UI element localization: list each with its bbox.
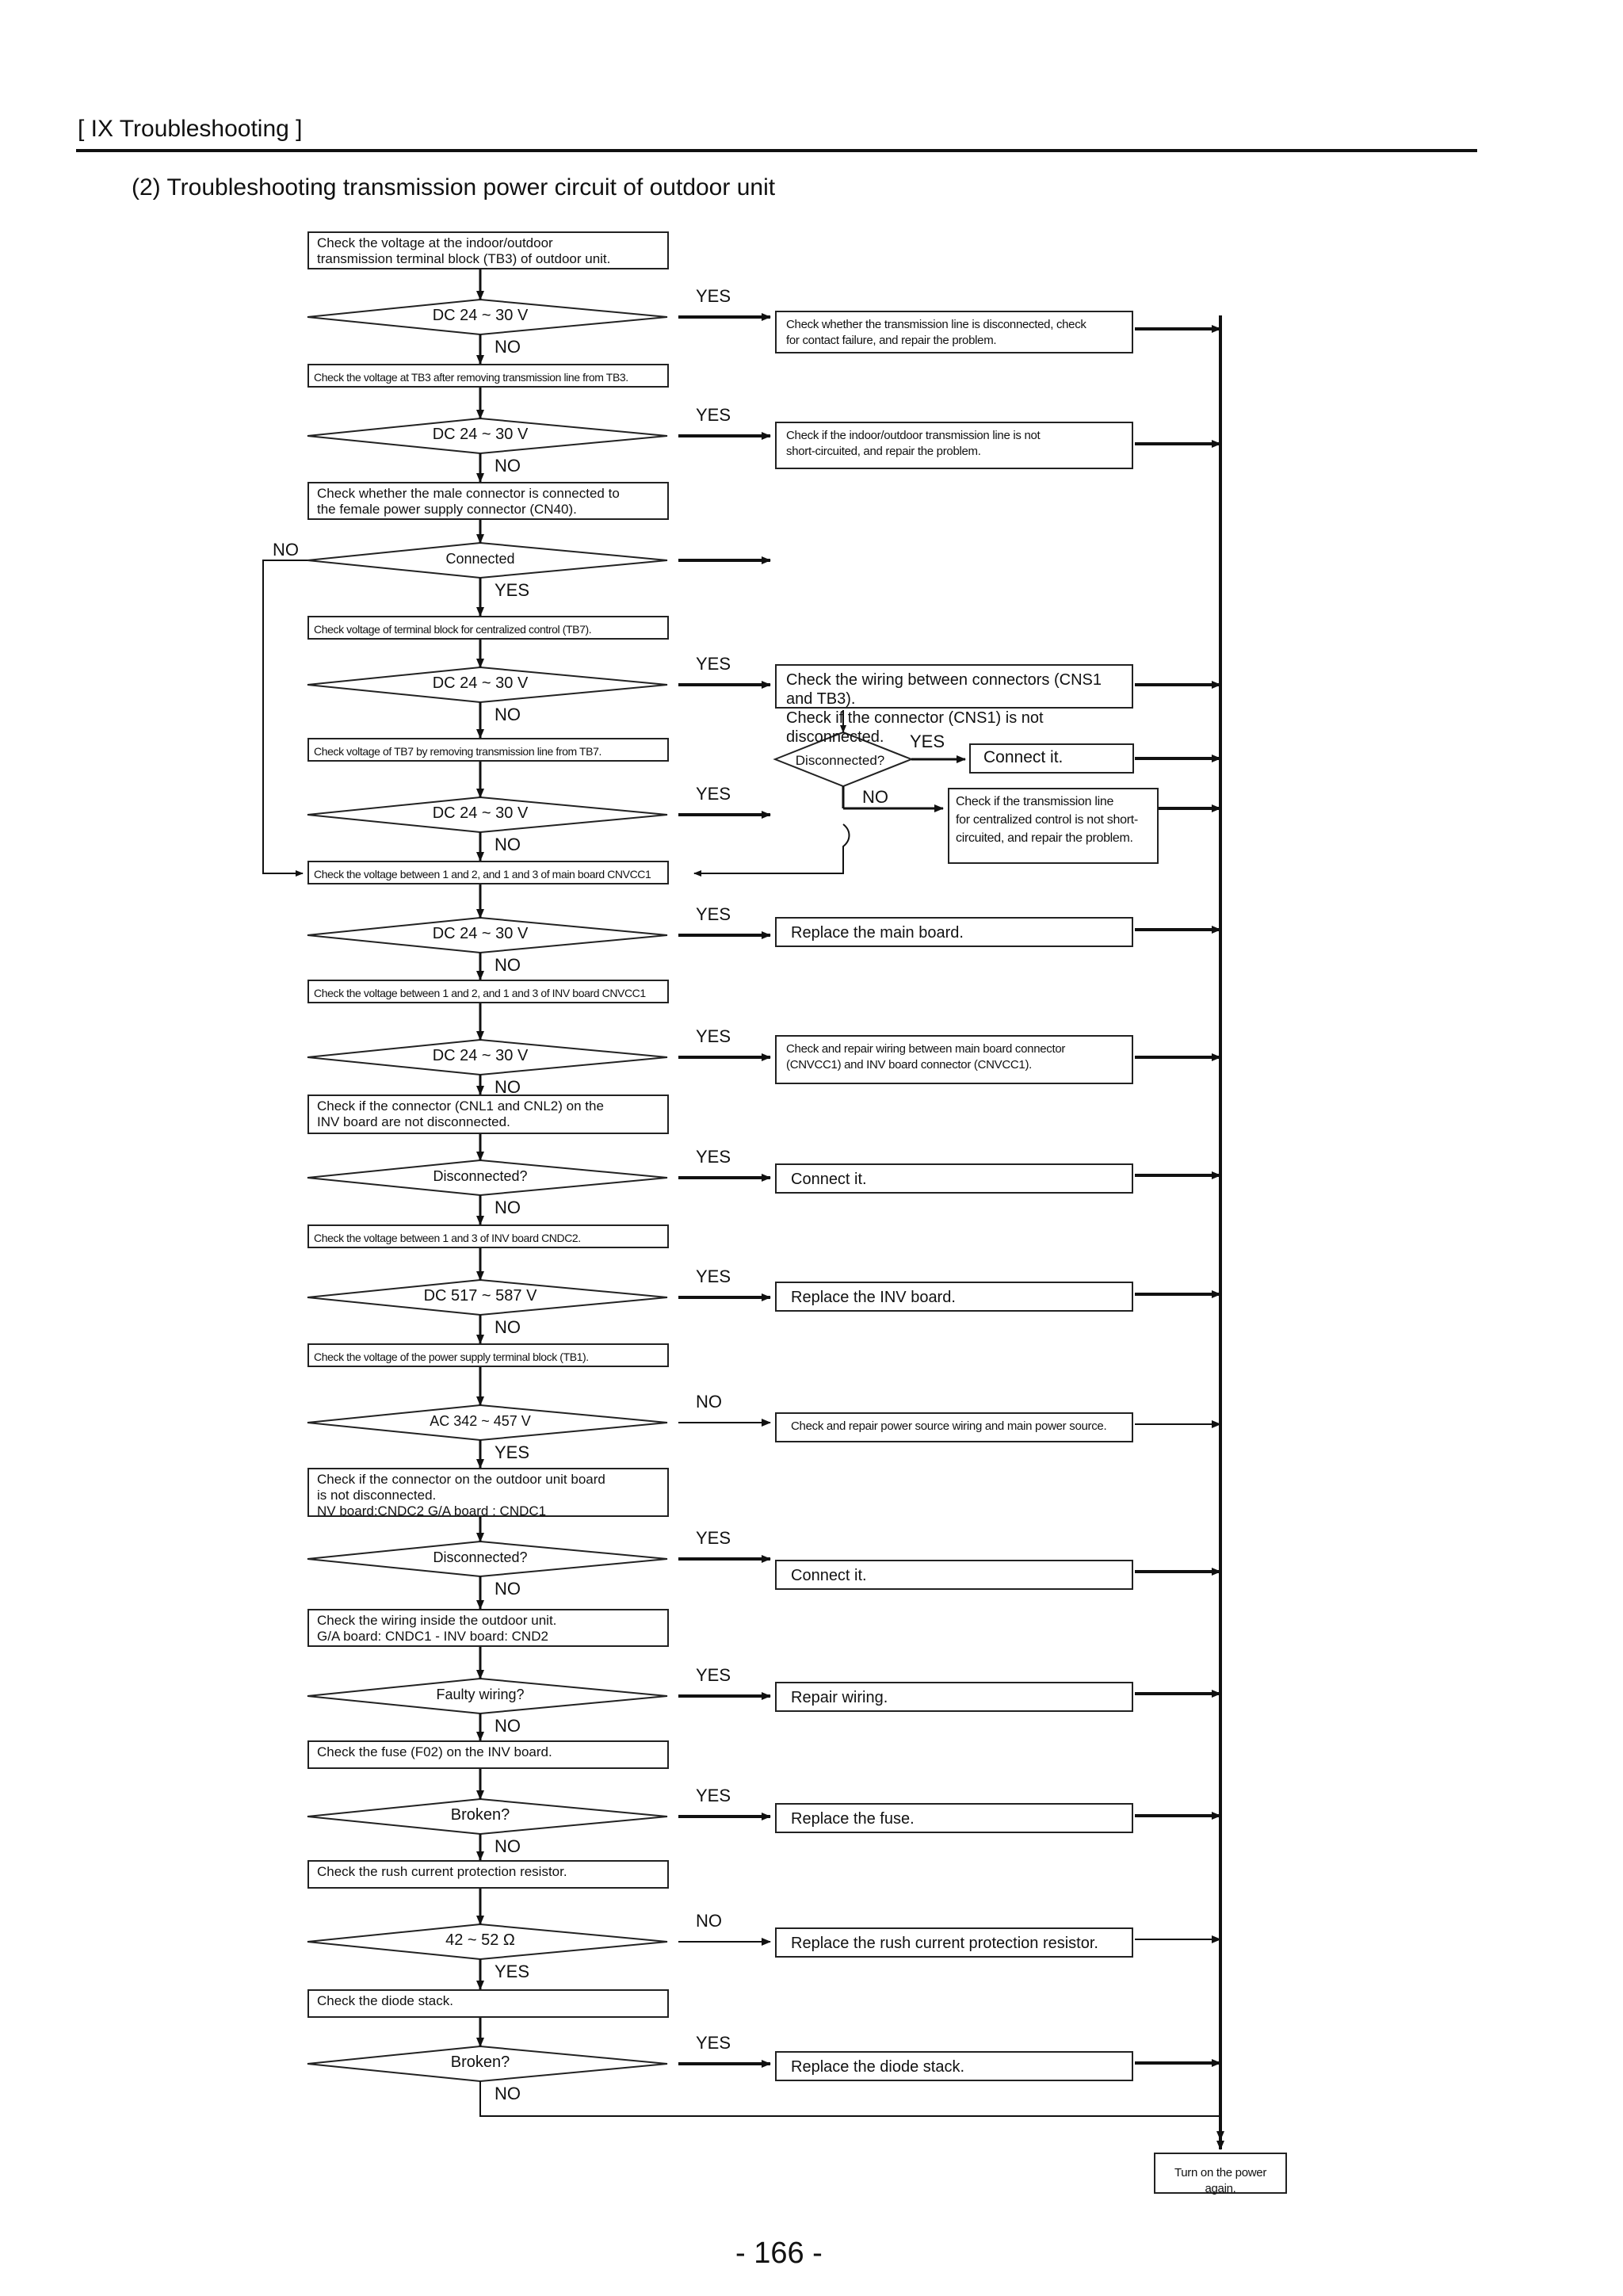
step-box: [307, 1343, 669, 1367]
down-branch-label: NO: [495, 337, 521, 357]
action-text: Check and repair power source wiring and main power source.: [791, 1419, 1107, 1433]
right-branch-label: YES: [696, 1528, 731, 1548]
side-check-short-box: Check if the transmission line for centralized control is not short- circuited, and repair the problem.: [948, 788, 1159, 864]
step-text: Check the diode stack.: [317, 1993, 453, 2008]
down-branch-label: NO: [495, 1317, 521, 1337]
action-text: Replace the diode stack.: [791, 2058, 965, 2076]
step-text: Check voltage of terminal block for centralized control (TB7).: [314, 623, 592, 636]
right-branch-label: YES: [696, 405, 731, 425]
right-branch-label: NO: [696, 1392, 722, 1412]
action-box: [775, 422, 1133, 469]
action-text: Connect it.: [791, 1171, 867, 1188]
section-label: [ IX Troubleshooting ]: [78, 116, 303, 142]
step-box: [307, 231, 669, 269]
action-box: [775, 1560, 1133, 1590]
action-box: [775, 311, 1133, 353]
step-text: Check the fuse (F02) on the INV board.: [317, 1744, 552, 1759]
step-box: [307, 1740, 669, 1769]
decision-text: DC 24 ~ 30 V: [432, 804, 529, 822]
action-text: Replace the rush current protection resistor.: [791, 1935, 1098, 1952]
step-text: Check the voltage at the indoor/outdoor transmission terminal block (TB3) of outdoor unit.: [317, 235, 611, 266]
step-box: [307, 1989, 669, 2018]
down-branch-label: NO: [495, 955, 521, 975]
page-number: - 166 -: [735, 2237, 823, 2270]
step-text: Check the wiring inside the outdoor unit. G/A board: CNDC1 - INV board: CND2: [317, 1613, 557, 1644]
decision-text: Broken?: [450, 1806, 510, 1824]
step-text: Check voltage of TB7 by removing transmission line from TB7.: [314, 745, 601, 758]
decision-text: DC 24 ~ 30 V: [432, 1047, 529, 1064]
step-text: Check the voltage between 1 and 3 of INV board CNDC2.: [314, 1232, 581, 1244]
down-branch-label: YES: [495, 580, 530, 600]
right-branch-label: YES: [696, 654, 731, 674]
step-text: Check the voltage between 1 and 2, and 1 and 3 of main board CNVCC1: [314, 868, 651, 881]
step-box: [307, 1095, 669, 1134]
decision-text: Connected: [445, 551, 515, 567]
decision-text: DC 24 ~ 30 V: [432, 426, 529, 443]
right-branch-label: NO: [696, 1911, 722, 1931]
down-branch-label: NO: [495, 835, 521, 854]
step-box: [307, 616, 669, 640]
down-branch-label: YES: [495, 1442, 530, 1462]
final-no-line: [480, 2081, 1220, 2116]
action-text: Repair wiring.: [791, 1689, 888, 1706]
step-text: Check the voltage of the power supply terminal block (TB1).: [314, 1350, 589, 1363]
side-yes-label: YES: [910, 732, 945, 751]
right-branch-label: YES: [696, 1147, 731, 1167]
action-box: [775, 1163, 1133, 1194]
right-branch-label: YES: [696, 1026, 731, 1046]
decision-text: DC 517 ~ 587 V: [423, 1287, 537, 1305]
down-branch-label: NO: [495, 456, 521, 476]
right-branch-label: YES: [696, 1665, 731, 1685]
right-branch-label: YES: [696, 286, 731, 306]
action-box: [775, 2051, 1133, 2081]
action-box: [775, 1282, 1133, 1312]
action-text: Replace the INV board.: [791, 1289, 956, 1306]
page-subtitle: (2) Troubleshooting transmission power circuit of outdoor unit: [132, 174, 776, 201]
down-branch-label: NO: [495, 1198, 521, 1217]
side-decision-text: Disconnected?: [795, 753, 885, 768]
step-text: Check the voltage at TB3 after removing transmission line from TB3.: [314, 371, 628, 384]
side-no-arrow: [843, 786, 943, 808]
action-box: [775, 1682, 1133, 1712]
step-box: [307, 861, 669, 884]
step-box: [307, 1468, 669, 1517]
decision-text: DC 24 ~ 30 V: [432, 674, 529, 692]
step-box: [307, 980, 669, 1003]
action-box: [775, 917, 1133, 947]
step-box: [307, 364, 669, 388]
side-connect-box: Connect it.: [969, 743, 1134, 774]
action-text: Replace the main board.: [791, 924, 964, 942]
step-text: Check if the connector on the outdoor unit board is not disconnected. NV board:CNDC2 G/A board : CNDC1: [317, 1472, 605, 1519]
final-box: Turn on the power again.: [1154, 2153, 1287, 2194]
action-box: [775, 1927, 1133, 1958]
right-branch-label: YES: [696, 2033, 731, 2053]
step-box: [307, 482, 669, 520]
step-box: [307, 1609, 669, 1647]
down-branch-label: NO: [495, 1836, 521, 1856]
step-text: Check if the connector (CNL1 and CNL2) on the INV board are not disconnected.: [317, 1098, 604, 1129]
action-text: Replace the fuse.: [791, 1810, 915, 1828]
step-box: [307, 1224, 669, 1248]
right-branch-label: YES: [696, 1786, 731, 1805]
action-text: Check whether the transmission line is disconnected, check for contact failure, and repair the problem.: [786, 318, 1086, 347]
down-branch-label: NO: [495, 1579, 521, 1599]
action-box: [775, 1412, 1133, 1442]
decision-text: DC 24 ~ 30 V: [432, 307, 529, 324]
left-no-label: NO: [273, 540, 299, 560]
step-text: Check the rush current protection resistor.: [317, 1864, 567, 1879]
decision-text: Disconnected?: [433, 1549, 528, 1565]
decision-text: Faulty wiring?: [436, 1687, 525, 1702]
step-box: [307, 1860, 669, 1889]
down-branch-label: NO: [495, 1716, 521, 1736]
action-box: [775, 1035, 1133, 1084]
decision-text: Disconnected?: [433, 1168, 528, 1184]
decision-text: 42 ~ 52 Ω: [445, 1931, 515, 1949]
side-no-label: NO: [862, 787, 888, 807]
action-box: [775, 1803, 1133, 1833]
down-branch-label: YES: [495, 1962, 530, 1981]
decision-text: AC 342 ~ 457 V: [430, 1413, 531, 1429]
step-box: [307, 738, 669, 762]
step-text: Check the voltage between 1 and 2, and 1 and 3 of INV board CNVCC1: [314, 987, 646, 999]
action-text: Connect it.: [791, 1567, 867, 1584]
right-branch-label: YES: [696, 784, 731, 804]
down-branch-label: NO: [495, 705, 521, 724]
left-no-loop: [263, 560, 307, 873]
return-arrow: [694, 824, 850, 873]
action-text: Check if the indoor/outdoor transmission line is not short-circuited, and repair the problem.: [786, 429, 1041, 458]
right-branch-label: YES: [696, 904, 731, 924]
down-branch-label: NO: [495, 1077, 521, 1097]
decision-text: Broken?: [450, 2053, 510, 2071]
action-text: Check the wiring between connectors (CNS1 and TB3). Check if the connector (CNS1) is not disconnected.: [786, 671, 1102, 746]
decision-text: DC 24 ~ 30 V: [432, 925, 529, 942]
step-text: Check whether the male connector is connected to the female power supply connector (CN40).: [317, 486, 620, 517]
right-branch-label: YES: [696, 1266, 731, 1286]
down-branch-label: NO: [495, 2084, 521, 2103]
action-text: Check and repair wiring between main board connector (CNVCC1) and INV board connector (CNVCC1).: [786, 1042, 1066, 1072]
